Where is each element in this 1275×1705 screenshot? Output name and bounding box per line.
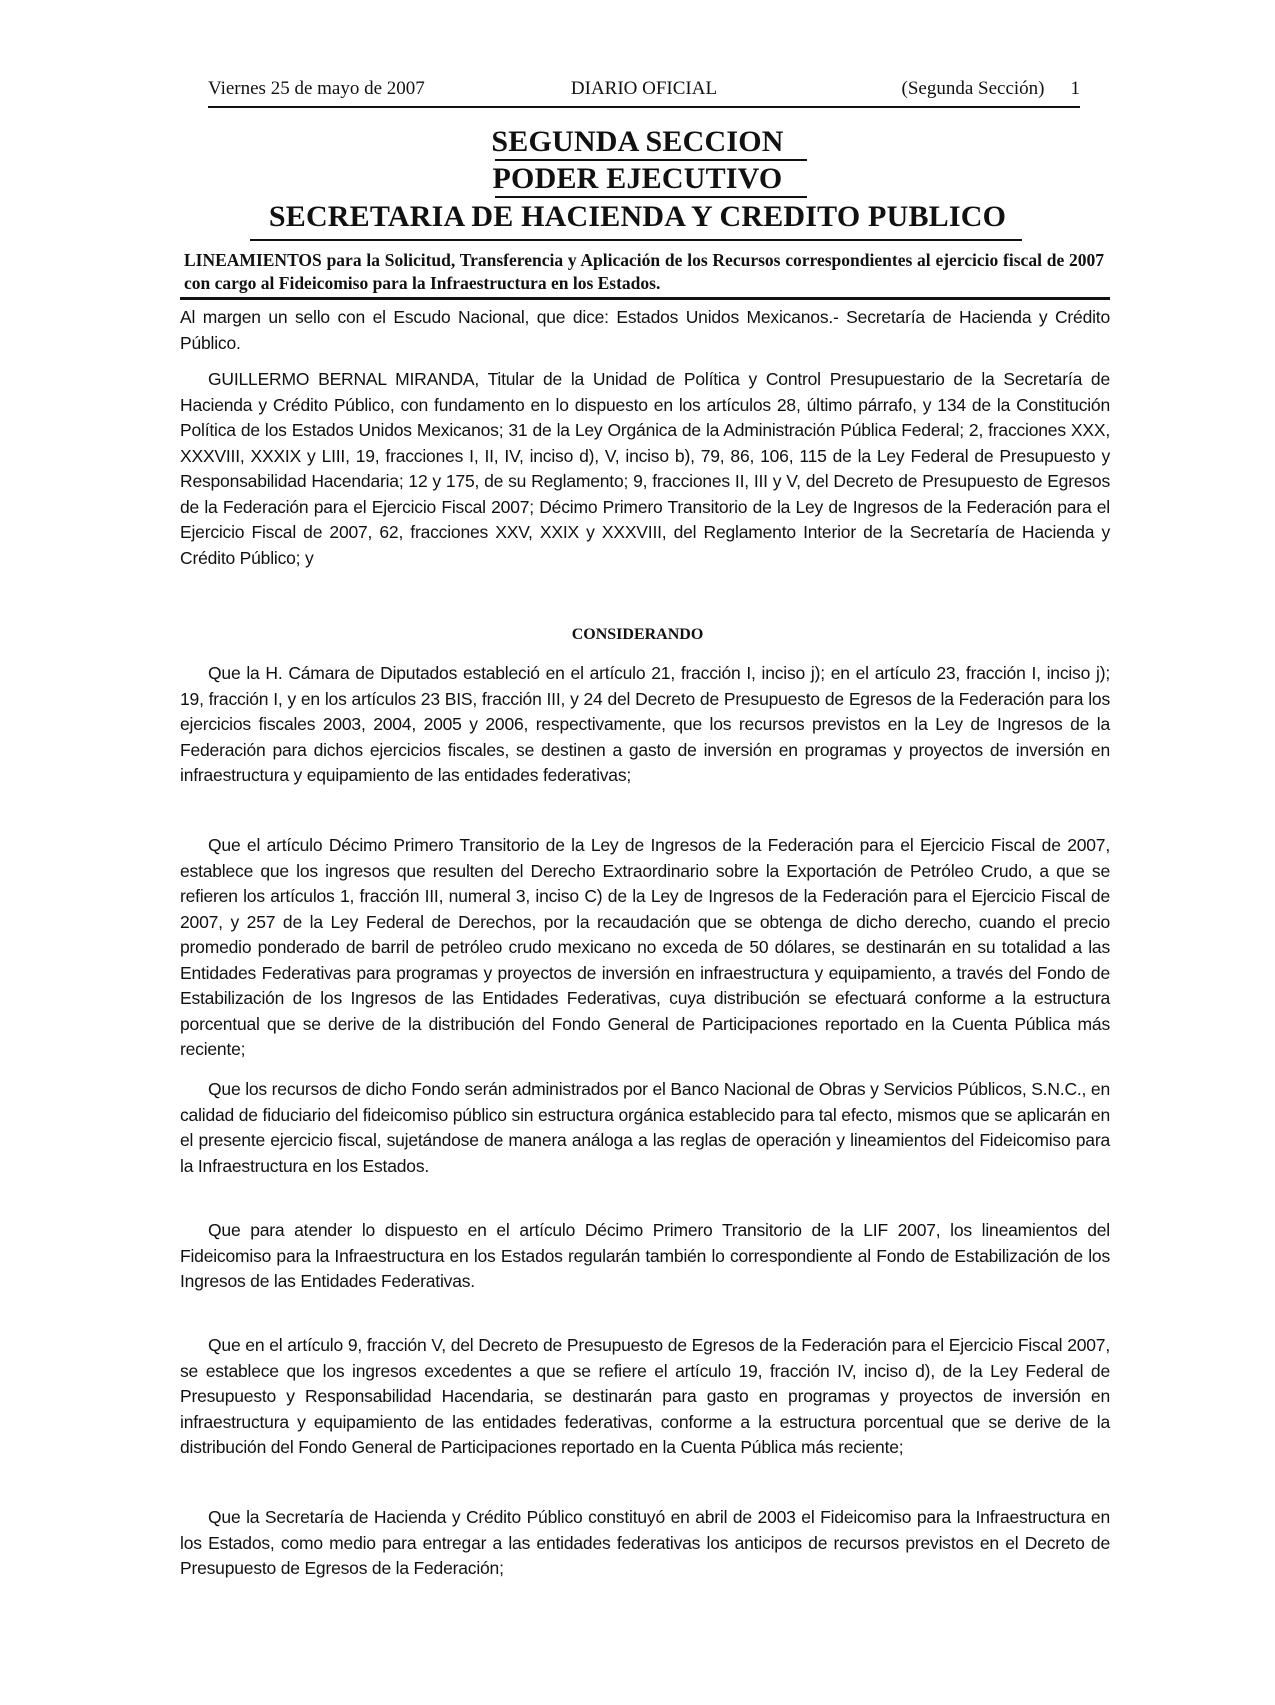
considerando-paragraph: Que para atender lo dispuesto en el artículo Décimo Primero Transitorio de la LIF 2007, los lineamientos del Fideicomiso para la Infraestructura en los Estados regularán también lo correspondiente al Fondo de Estabilización de los Ingresos de las Entidades Federativas. [180, 1220, 1110, 1291]
branch-heading: PODER EJECUTIVO [492, 162, 783, 195]
running-header [208, 76, 1080, 108]
decree-title-lead: LINEAMIENTOS [184, 250, 322, 270]
header-section-label: (Segunda Sección) [901, 78, 1045, 99]
considerando-heading: CONSIDERANDO [571, 626, 704, 643]
considerando-paragraph: Que la H. Cámara de Diputados estableció en el artículo 21, fracción I, inciso j); en el artículo 23, fracción I, inciso j); 19, fracción I, y en los artículos 23 BIS, fracción III, y 24 del Decreto de Presupuesto de Egresos de la Federación para los ejercicios fiscales 2003, 2004, 2005 y 2006, respectivamente, que los recursos previstos en la Ley de Ingresos de la Federación para dichos ejercicios fiscales, se destinen a gasto de inversión en programas y proyectos de inversión en infraestructura y equipamiento de las entidades federativas; [180, 663, 1110, 785]
preamble-paragraph: GUILLERMO BERNAL MIRANDA, Titular de la Unidad de Política y Control Presupuestario de la Secretaría de Hacienda y Crédito Público, con fundamento en lo dispuesto en los artículos 28, último párrafo, y 134 de la Constitución Política de los Estados Unidos Mexicanos; 31 de la Ley Orgánica de la Administración Pública Federal; 2, fracciones XXX, XXXVIII, XXXIX y LIII, 19, fracciones I, II, IV, inciso d), V, inciso b), 79, 86, 106, 115 de la Ley Federal de Presupuesto y Responsabilidad Hacendaria; 12 y 175, de su Reglamento; 9, fracciones II, III y V, del Decreto de Presupuesto de Egresos de la Federación para el Ejercicio Fiscal 2007; Décimo Primero Transitorio de la Ley de Ingresos de la Federación para el Ejercicio Fiscal de 2007, 62, fracciones XXV, XXIX y XXXVIII, del Reglamento Interior de la Secretaría de Hacienda y Crédito Público; y [180, 369, 1110, 568]
header-section [902, 78, 1080, 100]
page-number: 1 [1070, 78, 1080, 99]
decree-title [184, 249, 1104, 295]
header-publication: DIARIO OFICIAL [570, 78, 718, 99]
considerando-paragraph: Que en el artículo 9, fracción V, del Decreto de Presupuesto de Egresos de la Federación para el Ejercicio Fiscal 2007, se establece que los ingresos excedentes a que se refiere el artículo 19, fracción IV, inciso d), de la Ley Federal de Presupuesto y Responsabilidad Hacendaria, se destinarán para gasto en programas y proyectos de inversión en infraestructura y equipamiento de las entidades federativas, conforme a la estructura porcentual que se derive de la distribución del Fondo General de Participaciones reportado en la Cuenta Pública más reciente; [180, 1335, 1110, 1457]
branch-heading-rule [495, 196, 807, 198]
considerando-paragraph: Que los recursos de dicho Fondo serán administrados por el Banco Nacional de Obras y Servicios Públicos, S.N.C., en calidad de fiduciario del fideicomiso público sin estructura orgánica establecido para tal efecto, mismos que se aplicarán en el presente ejercicio fiscal, sujetándose de manera análoga a las reglas de operación y lineamientos del Fideicomiso para la Infraestructura en los Estados. [180, 1079, 1110, 1176]
title-divider [180, 297, 1110, 300]
decree-title-rest: para la Solicitud, Transferencia y Aplicación de los Recursos correspondientes al ejercicio fiscal de 2007 con cargo al Fideicomiso para la Infraestructura en los Estados. [184, 250, 1104, 293]
intro-paragraph: Al margen un sello con el Escudo Nacional, que dice: Estados Unidos Mexicanos.- Secretaría de Hacienda y Crédito Público. [180, 307, 1110, 353]
section-heading: SEGUNDA SECCION [491, 125, 784, 158]
considerando-paragraph: Que la Secretaría de Hacienda y Crédito Público constituyó en abril de 2003 el Fideicomiso para la Infraestructura en los Estados, como medio para entregar a las entidades federativas los anticipos de recursos previstos en el Decreto de Presupuesto de Egresos de la Federación; [180, 1507, 1110, 1578]
considerando-paragraph: Que el artículo Décimo Primero Transitorio de la Ley de Ingresos de la Federación para el Ejercicio Fiscal de 2007, establece que los ingresos que resulten del Derecho Extraordinario sobre la Exportación de Petróleo Crudo, a que se refieren los artículos 1, fracción III, numeral 3, inciso C) de la Ley de Ingresos de la Federación para el Ejercicio Fiscal de 2007, y 257 de la Ley Federal de Derechos, por la recaudación que se obtenga de dicho derecho, cuando el precio promedio ponderado de barril de petróleo crudo mexicano no exceda de 50 dólares, se destinarán en su totalidad a las Entidades Federativas para programas y proyectos de inversión en infraestructura y equipamiento, a través del Fondo de Estabilización de los Ingresos de las Entidades Federativas, cuya distribución se efectuará conforme a la estructura porcentual que se derive de la distribución del Fondo General de Participaciones reportado en la Cuenta Pública más reciente; [180, 835, 1110, 1059]
ministry-heading-rule [250, 239, 1022, 241]
ministry-heading: SECRETARIA DE HACIENDA Y CREDITO PUBLICO [268, 200, 1007, 233]
header-date: Viernes 25 de mayo de 2007 [208, 78, 425, 99]
